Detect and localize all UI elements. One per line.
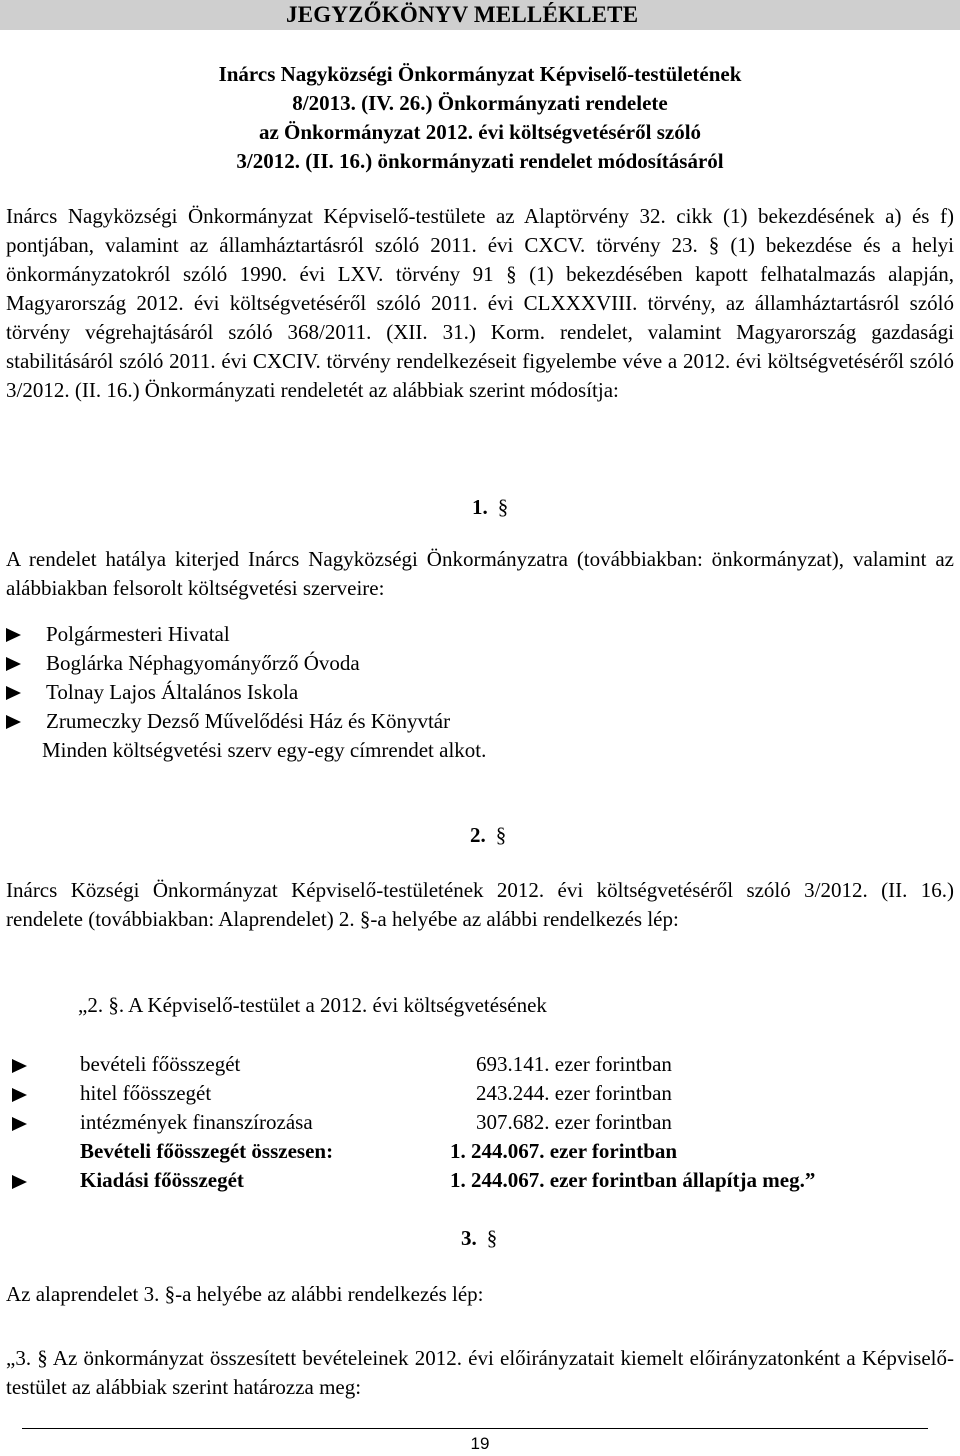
section-2-paragraph: Inárcs Községi Önkormányzat Képviselő-testületének 2012. évi költségvetéséről szóló 3/2012. (II. 16.) rendelete (továbbiakban: Alaprendelet) 2. §-a helyébe az alábbi rendelkezés lép: (6, 878, 954, 931)
budget-value: 1. 244.067. ezer forintban állapítja meg.” (450, 1168, 816, 1192)
arrow-bullet-icon (6, 686, 21, 700)
arrow-bullet-icon (12, 1088, 27, 1102)
appendix-header-title: JEGYZŐKÖNYV MELLÉKLETE (286, 2, 639, 27)
budget-label: Bevételi főösszegét összesen: (80, 1139, 334, 1163)
section-symbol: § (486, 1226, 498, 1250)
list-item: Tolnay Lajos Általános Iskola (6, 678, 450, 707)
page-number: 19 (470, 1434, 490, 1453)
arrow-bullet-icon (6, 715, 21, 729)
section-2-heading (470, 823, 506, 848)
budget-label: intézmények finanszírozása (80, 1110, 313, 1134)
budget-value: 307.682. ezer forintban (476, 1110, 672, 1134)
arrow-bullet-icon (12, 1059, 27, 1073)
budget-label: hitel főösszegét (80, 1081, 212, 1105)
section-number: 3. (461, 1226, 477, 1250)
section-1-heading (472, 495, 508, 520)
list-item: Zrumeczky Dezső Művelődési Ház és Könyvtár (6, 707, 450, 736)
list-item: Polgármesteri Hivatal (6, 620, 450, 649)
section-3-heading (461, 1226, 497, 1251)
arrow-bullet-icon (6, 657, 21, 671)
institution-list (6, 620, 450, 736)
section-symbol: § (497, 495, 509, 519)
decree-title-line: Inárcs Nagyközségi Önkormányzat Képviselő-testületének (218, 62, 742, 86)
decree-title-line: 3/2012. (II. 16.) önkormányzati rendelet módosításáról (236, 149, 724, 173)
budget-label: Kiadási főösszegét (80, 1168, 244, 1192)
budget-value: 693.141. ezer forintban (476, 1052, 672, 1076)
appendix-header-bar (0, 0, 960, 30)
section-2-quote: „2. §. A Képviselő-testület a 2012. évi költségvetésének (78, 993, 547, 1017)
footer-divider (22, 1428, 928, 1429)
section-symbol: § (495, 823, 507, 847)
arrow-bullet-icon (12, 1175, 27, 1189)
section-1-note: Minden költségvetési szerv egy-egy címrendet alkot. (42, 738, 487, 762)
section-number: 1. (472, 495, 488, 519)
section-1-paragraph: A rendelet hatálya kiterjed Inárcs Nagyközségi Önkormányzatra (továbbiakban: önkormányzat), valamint az alábbiakban felsorolt költségvetési szerveire: (6, 547, 954, 600)
budget-label: bevételi főösszegét (80, 1052, 241, 1076)
arrow-bullet-icon (6, 628, 21, 642)
section-3-paragraph: Az alaprendelet 3. §-a helyébe az alábbi rendelkezés lép: (6, 1282, 484, 1306)
budget-value: 243.244. ezer forintban (476, 1081, 672, 1105)
arrow-bullet-icon (12, 1117, 27, 1131)
section-3-quote: „3. § Az önkormányzat összesített bevételeinek 2012. évi előirányzatait kiemelt előirányzatonként a Képviselő-testület az alábbiak szerint határozza meg: (6, 1346, 954, 1399)
decree-title-line: az Önkormányzat 2012. évi költségvetéséről szóló (258, 120, 702, 144)
budget-value: 1. 244.067. ezer forintban (450, 1139, 678, 1163)
list-item: Boglárka Néphagyományőrző Óvoda (6, 649, 450, 678)
decree-title-line: 8/2013. (IV. 26.) Önkormányzati rendelete (292, 91, 668, 115)
decree-title (0, 60, 960, 176)
section-number: 2. (470, 823, 486, 847)
preamble-paragraph: Inárcs Nagyközségi Önkormányzat Képviselő-testülete az Alaptörvény 32. cikk (1) bekezdésének a) és f) pontjában, valamint az államháztartásról szóló 2011. évi CXCV. törvény 23. § (1) bekezdése és a helyi önkormányzatokról szóló 1990. évi LXV. törvény 91 § (1) bekezdésében kapott felhatalmazás alapján, Magyarország 2012. évi költségvetéséről szóló 2011. évi CLXXXVIII. törvény, az államháztartásról szóló törvény végrehajtásáról szóló 368/2011. (XII. 31.) Korm. rendelet, valamint Magyarország gazdasági stabilitásáról szóló 2011. évi CXCIV. törvény rendelkezéseit figyelembe véve a 2012. évi költségvetéséről szóló 3/2012. (II. 16.) Önkormányzati rendeletét az alábbiak szerint módosítja: (6, 204, 954, 402)
